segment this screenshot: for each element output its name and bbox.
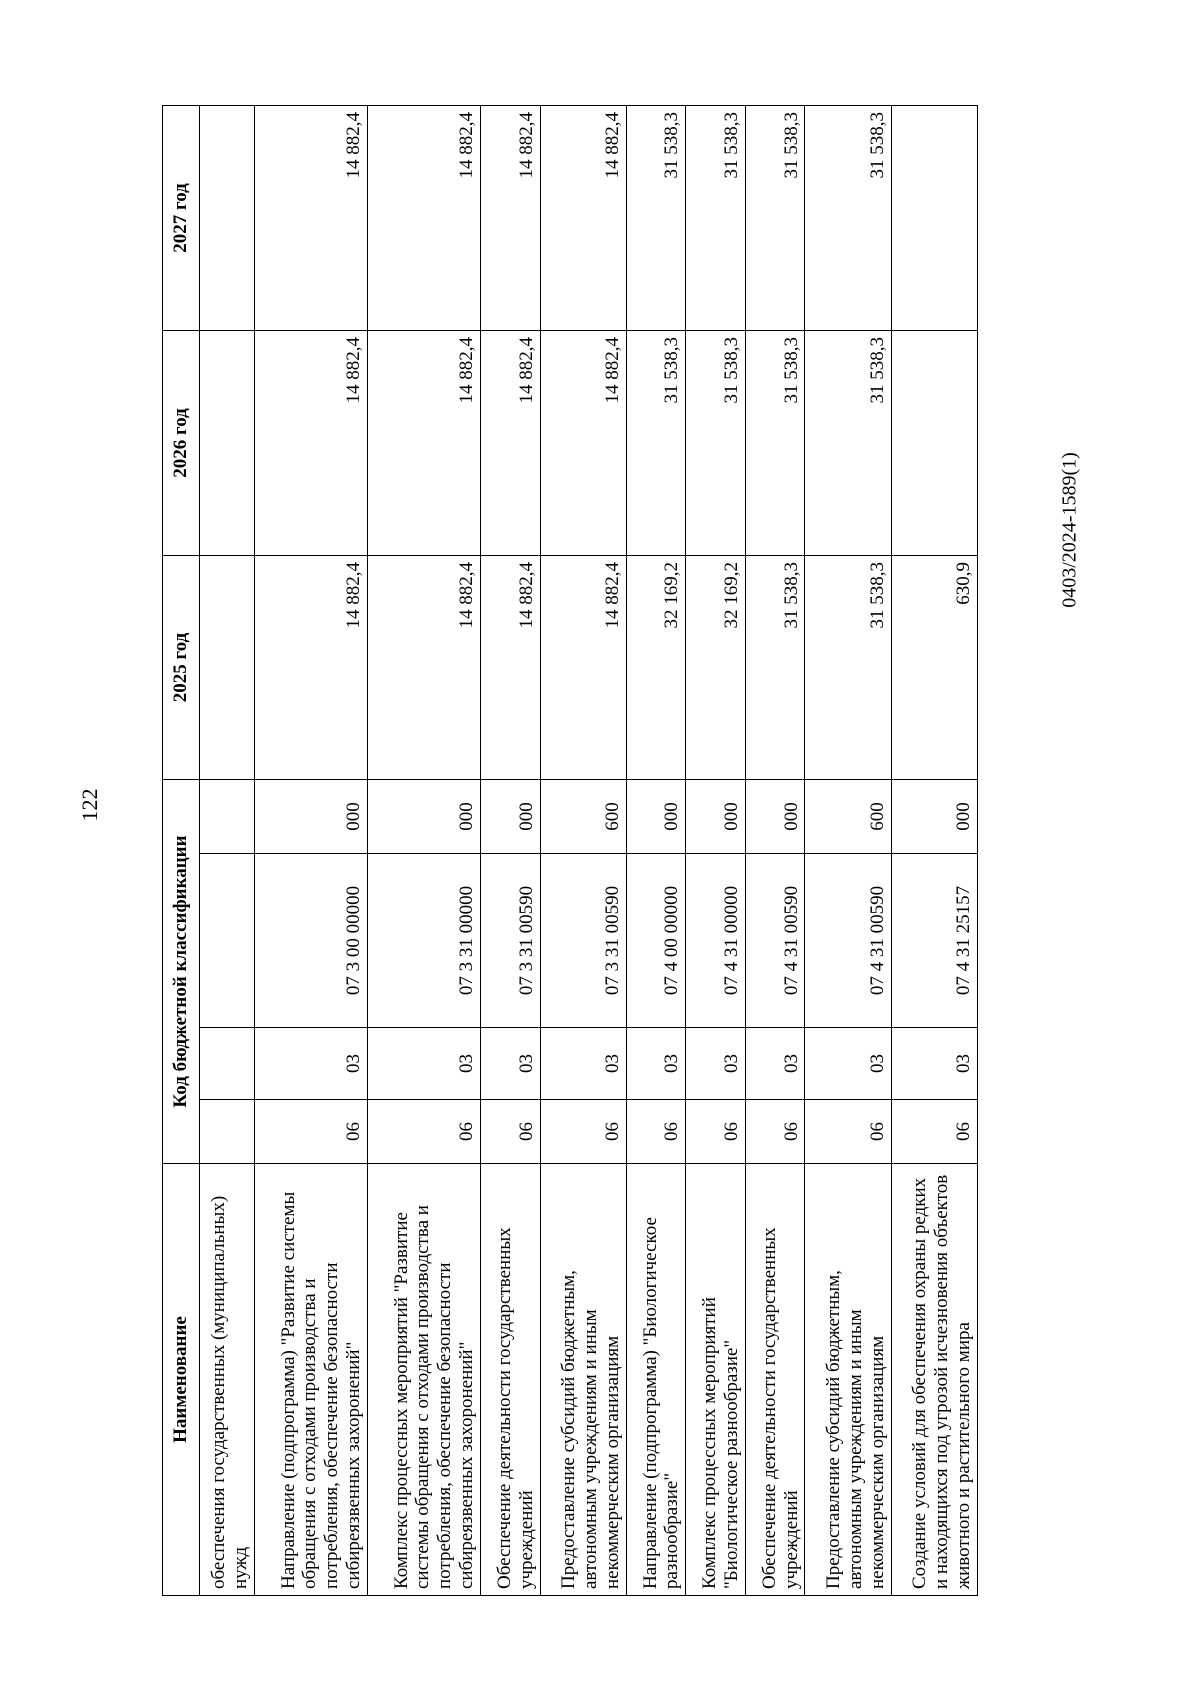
header-2026: 2026 год bbox=[163, 330, 200, 555]
amount-2025: 14 882,4 bbox=[480, 555, 540, 779]
table-row bbox=[745, 105, 805, 1595]
code-target: 07 4 31 00590 bbox=[805, 854, 891, 1028]
amount-2027 bbox=[200, 105, 255, 330]
code-expense-type: 600 bbox=[540, 779, 626, 853]
table-row bbox=[891, 105, 977, 1595]
amount-2027: 14 882,4 bbox=[255, 105, 368, 330]
amount-2027: 14 882,4 bbox=[480, 105, 540, 330]
table-row bbox=[686, 105, 746, 1595]
row-name: Предоставление субсидий бюджетным, автономным учреждениям и иным некоммерческим организациям bbox=[540, 1164, 626, 1596]
code-target: 07 3 31 00590 bbox=[480, 854, 540, 1028]
row-name: Создание условий для обеспечения охраны редких и находящихся под угрозой исчезновения объектов животного и растительного мира bbox=[891, 1164, 977, 1596]
code-subsection: 03 bbox=[805, 1028, 891, 1100]
row-name: Обеспечение деятельности государственных учреждений bbox=[745, 1164, 805, 1596]
code-expense-type: 000 bbox=[367, 779, 480, 853]
code-target: 07 4 00 00000 bbox=[626, 854, 686, 1028]
code-section: 06 bbox=[626, 1100, 686, 1164]
budget-table bbox=[162, 105, 978, 1596]
code-section bbox=[200, 1100, 255, 1164]
amount-2027: 14 882,4 bbox=[367, 105, 480, 330]
page-number: 122 bbox=[77, 788, 102, 822]
amount-2027: 14 882,4 bbox=[540, 105, 626, 330]
amount-2025: 14 882,4 bbox=[255, 555, 368, 779]
code-expense-type bbox=[200, 779, 255, 853]
amount-2027: 31 538,3 bbox=[805, 105, 891, 330]
document-code bbox=[1058, 452, 1081, 608]
amount-2027 bbox=[891, 105, 977, 330]
amount-2026: 14 882,4 bbox=[480, 330, 540, 555]
row-name: обеспечения государственных (муниципальных) нужд bbox=[200, 1164, 255, 1596]
amount-2026: 14 882,4 bbox=[367, 330, 480, 555]
amount-2026: 14 882,4 bbox=[255, 330, 368, 555]
row-name: Обеспечение деятельности государственных учреждений bbox=[480, 1164, 540, 1596]
amount-2025: 32 169,2 bbox=[626, 555, 686, 779]
table-header-row bbox=[163, 105, 200, 1595]
amount-2025: 32 169,2 bbox=[686, 555, 746, 779]
row-name: Комплекс процессных мероприятий "Развитие системы обращения с отходами производства и потребления, обеспечение безопасности сибиреязвенных захоронений" bbox=[367, 1164, 480, 1596]
amount-2025 bbox=[200, 555, 255, 779]
amount-2027: 31 538,3 bbox=[686, 105, 746, 330]
table-row bbox=[540, 105, 626, 1595]
code-target bbox=[200, 854, 255, 1028]
amount-2025: 14 882,4 bbox=[367, 555, 480, 779]
table-row bbox=[367, 105, 480, 1595]
code-expense-type: 000 bbox=[745, 779, 805, 853]
code-target: 07 3 31 00590 bbox=[540, 854, 626, 1028]
code-expense-type: 000 bbox=[255, 779, 368, 853]
budget-table-container bbox=[162, 106, 978, 1596]
code-expense-type: 000 bbox=[686, 779, 746, 853]
code-target: 07 4 31 00590 bbox=[745, 854, 805, 1028]
amount-2026: 14 882,4 bbox=[540, 330, 626, 555]
code-subsection: 03 bbox=[626, 1028, 686, 1100]
code-subsection: 03 bbox=[540, 1028, 626, 1100]
code-subsection bbox=[200, 1028, 255, 1100]
amount-2025: 630,9 bbox=[891, 555, 977, 779]
code-section: 06 bbox=[891, 1100, 977, 1164]
table-row bbox=[626, 105, 686, 1595]
row-name: Направление (подпрограмма) "Биологическое разнообразие" bbox=[626, 1164, 686, 1596]
code-expense-type: 600 bbox=[805, 779, 891, 853]
code-section: 06 bbox=[255, 1100, 368, 1164]
code-section: 06 bbox=[805, 1100, 891, 1164]
amount-2026: 31 538,3 bbox=[626, 330, 686, 555]
header-2027: 2027 год bbox=[163, 105, 200, 330]
code-section: 06 bbox=[480, 1100, 540, 1164]
code-expense-type: 000 bbox=[891, 779, 977, 853]
code-subsection: 03 bbox=[891, 1028, 977, 1100]
amount-2026: 31 538,3 bbox=[686, 330, 746, 555]
code-expense-type: 000 bbox=[480, 779, 540, 853]
table-row bbox=[480, 105, 540, 1595]
code-target: 07 3 00 00000 bbox=[255, 854, 368, 1028]
code-section: 06 bbox=[686, 1100, 746, 1164]
code-target: 07 4 31 25157 bbox=[891, 854, 977, 1028]
code-subsection: 03 bbox=[255, 1028, 368, 1100]
code-section: 06 bbox=[745, 1100, 805, 1164]
header-2025: 2025 год bbox=[163, 555, 200, 779]
code-subsection: 03 bbox=[745, 1028, 805, 1100]
code-target: 07 3 31 00000 bbox=[367, 854, 480, 1028]
amount-2027: 31 538,3 bbox=[745, 105, 805, 330]
amount-2026: 31 538,3 bbox=[805, 330, 891, 555]
amount-2025: 31 538,3 bbox=[805, 555, 891, 779]
code-section: 06 bbox=[367, 1100, 480, 1164]
code-subsection: 03 bbox=[686, 1028, 746, 1100]
code-section: 06 bbox=[540, 1100, 626, 1164]
code-subsection: 03 bbox=[367, 1028, 480, 1100]
amount-2026: 31 538,3 bbox=[745, 330, 805, 555]
header-code: Код бюджетной классификации bbox=[163, 779, 200, 1163]
row-name: Комплекс процессных мероприятий "Биологическое разнообразие" bbox=[686, 1164, 746, 1596]
amount-2025: 14 882,4 bbox=[540, 555, 626, 779]
code-expense-type: 000 bbox=[626, 779, 686, 853]
table-row bbox=[255, 105, 368, 1595]
amount-2025: 31 538,3 bbox=[745, 555, 805, 779]
row-name: Предоставление субсидий бюджетным, автономным учреждениям и иным некоммерческим организациям bbox=[805, 1164, 891, 1596]
document-code-text: 0403/2024-1589(1) bbox=[1058, 452, 1081, 608]
table-row bbox=[200, 105, 255, 1595]
amount-2026 bbox=[891, 330, 977, 555]
amount-2026 bbox=[200, 330, 255, 555]
code-target: 07 4 31 00000 bbox=[686, 854, 746, 1028]
amount-2027: 31 538,3 bbox=[626, 105, 686, 330]
code-subsection: 03 bbox=[480, 1028, 540, 1100]
table-row bbox=[805, 105, 891, 1595]
header-name: Наименование bbox=[163, 1164, 200, 1596]
row-name: Направление (подпрограмма) "Развитие системы обращения с отходами производства и потребления, обеспечение безопасности сибиреязвенных захоронений" bbox=[255, 1164, 368, 1596]
